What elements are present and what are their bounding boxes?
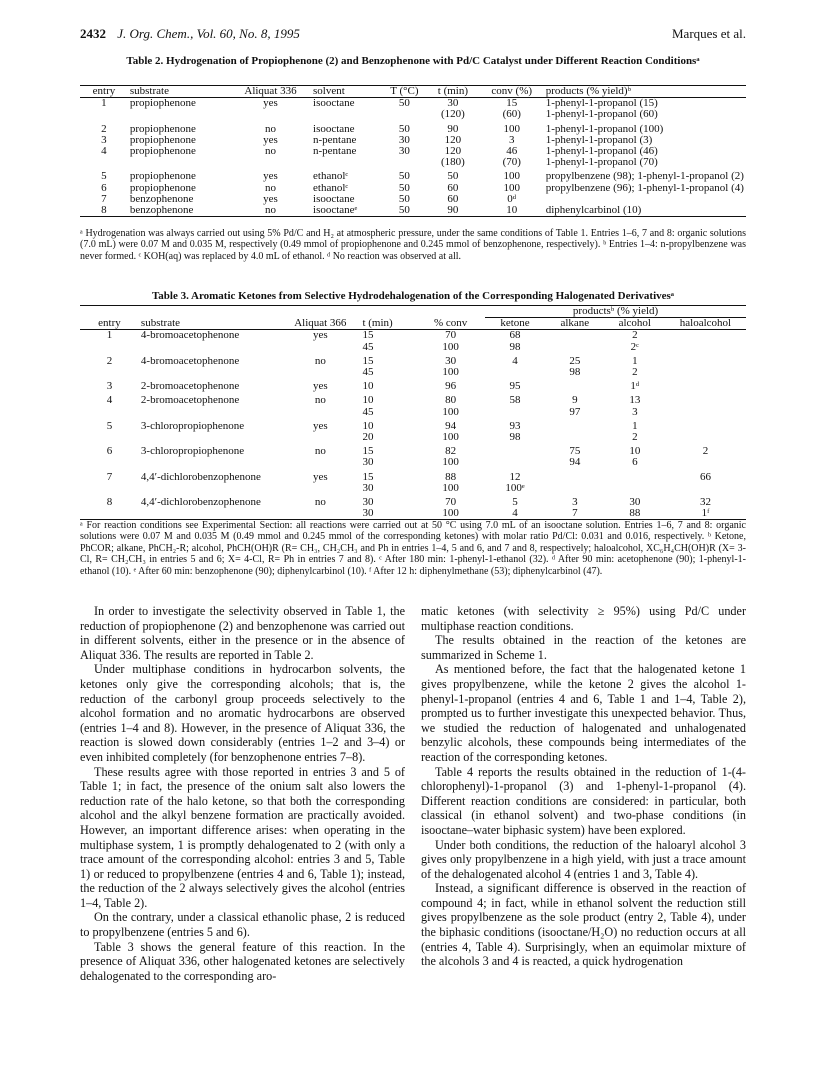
table-cell (230, 109, 311, 120)
table-cell: 2 (702, 445, 709, 458)
table-cell (139, 407, 280, 418)
table2 (80, 85, 746, 217)
table-row (80, 421, 746, 432)
table-cell (230, 157, 311, 168)
table-cell: 7 (106, 470, 113, 483)
table-cell: 7 (572, 507, 578, 520)
table3-caption: Table 3. Aromatic Ketones from Selective Hydrodehalogenation of the Corresponding Halogenated Derivativesᵃ (151, 290, 674, 302)
table-cell (665, 395, 746, 406)
table-cell (128, 157, 230, 168)
paragraph: The results obtained in the reaction of the ketones are summarized in Scheme 1. (421, 633, 746, 662)
table-cell: 1-phenyl-1-propanol (3) (545, 133, 653, 146)
table-cell: 4,4′-dichlorobenzophenone (140, 496, 261, 509)
table-cell: 4 (512, 507, 518, 520)
table-cell: yes (263, 192, 278, 205)
table-cell: 5 (512, 496, 518, 509)
table-cell (665, 457, 746, 468)
table-cell: 3-chloropropiophenone (140, 419, 245, 432)
table-cell: 100 (442, 366, 459, 379)
table-cell: propiophenone (129, 122, 196, 135)
table-cell: yes (263, 170, 278, 183)
table-cell: 2 (632, 366, 638, 379)
table-cell (80, 432, 139, 443)
table-cell: 6 (632, 456, 638, 469)
table-cell: 100 (442, 481, 459, 494)
table-cell: 70 (445, 329, 457, 342)
table-cell: 90 (447, 204, 459, 217)
table-cell: 4 (106, 394, 113, 407)
table-cell: 1-phenyl-1-propanol (46) (545, 145, 658, 158)
table-cell (139, 367, 280, 378)
table-cell (80, 157, 128, 168)
table-cell: 3 (101, 133, 107, 146)
table-cell: 50 (398, 97, 410, 110)
table-row (80, 205, 746, 217)
table-cell: no (265, 204, 276, 217)
table-cell: 100 (442, 431, 459, 444)
table-cell: 100 (503, 181, 520, 194)
table-cell (80, 483, 139, 494)
table-cell: 46 (506, 145, 518, 158)
table-cell: 0ᵈ (507, 192, 517, 205)
table-cell (665, 432, 746, 443)
table-cell: 88 (445, 470, 457, 483)
table-cell: 100ᵉ (505, 481, 525, 494)
table-row (80, 381, 746, 392)
table-cell: 12 (509, 470, 521, 483)
table-cell (545, 342, 605, 353)
table-cell: propylbenzene (98); 1-phenyl-1-propanol (2) (545, 170, 744, 183)
table2-column-header: products (% yield)ᵇ (545, 85, 631, 97)
table-cell (139, 432, 280, 443)
table-row (80, 356, 746, 367)
table-cell (665, 483, 746, 494)
table2-footnote: ᵃ Hydrogenation was always carried out using 5% Pd/C and H₂ at atmospheric pressure, under the same conditions of Table 1. Entries 1–6, 7 and 8: organic solutions (7.0 mL) were 0.07 M and 0.035 M, respectively (0.49 mmol of propiophenone and 0.245 mmol of benzophenone, respectively). ᵇ Entries 1–4: n-propylbenzene was never formed. ᶜ KOH(aq) was replaced by 4.0 mL of ethanol. ᵈ No reaction was observed at all. (80, 228, 746, 262)
table-cell: no (314, 496, 326, 509)
table-cell: yes (263, 97, 278, 110)
table-cell: propylbenzene (96); 1-phenyl-1-propanol (4) (545, 181, 744, 194)
table-cell: 1 (632, 419, 638, 432)
table-row (80, 367, 746, 378)
table-cell: 2-bromoacetophenone (140, 380, 240, 393)
table-cell: 60 (447, 181, 459, 194)
table-cell: 5 (106, 419, 113, 432)
table-cell: 30 (447, 97, 459, 110)
table-cell: 88 (629, 507, 641, 520)
table2-column-header: t (min) (437, 85, 469, 97)
table2-column-header: solvent (313, 85, 345, 97)
table-cell: 30 (398, 133, 410, 146)
table-cell: 15 (362, 470, 374, 483)
paragraph: In order to investigate the selectivity observed in Table 1, the reduction of propiophenone (2) and benzophenone was carried out in different solvents, either in the presence or in the absence of Aliquat 336. The results are reported in Table 2. (80, 604, 405, 662)
table-cell: 3 (106, 380, 113, 393)
table-cell: no (314, 445, 326, 458)
table-cell: 70 (445, 496, 457, 509)
table-cell: 3 (572, 496, 578, 509)
table-cell: 2 (106, 354, 113, 367)
table-cell: 94 (569, 456, 581, 469)
table-cell: 15 (362, 354, 374, 367)
table-cell: 13 (629, 394, 641, 407)
table-cell: 25 (569, 354, 581, 367)
running-header (80, 26, 746, 44)
table3-products-header: productsᵇ (% yield) (485, 306, 746, 318)
paragraph: Table 3 shows the general feature of this reaction. In the presence of Aliquat 336, other halogenated ketones are selectively dehalogenated to the corresponding aro- (80, 939, 405, 983)
table-row (80, 157, 746, 168)
table-cell (80, 457, 139, 468)
table-row (80, 432, 746, 443)
table3-column-header: haloalcohol (679, 317, 732, 330)
table-row (80, 342, 746, 353)
table2-column-header: substrate (129, 85, 169, 97)
table-cell: isooctane (313, 192, 355, 205)
table-row (80, 457, 746, 468)
table-row (80, 446, 746, 457)
table-cell: 96 (445, 380, 457, 393)
table3 (80, 305, 746, 520)
table-cell (311, 157, 383, 168)
table-cell: isooctane (313, 122, 355, 135)
table-cell (280, 407, 360, 418)
table-row (80, 109, 746, 120)
table-cell: 93 (509, 419, 521, 432)
table-cell (665, 367, 746, 378)
table-cell (280, 367, 360, 378)
table-cell: 50 (398, 170, 410, 183)
table-cell (139, 342, 280, 353)
table-cell: 4 (512, 354, 518, 367)
table-cell: (120) (441, 108, 465, 121)
table-cell: propiophenone (129, 181, 196, 194)
paragraph: Instead, a significant difference is observed in the reaction of compound 4; in fact, while in ethanol solvent the reduction still gives propylbenzene as the sole product (entry 2, Table 4), under the biphasic conditions (isooctane/H₂O) no reduction occurs at all (entries 4, Table 4). Surprisingly, when an equimolar mixture of the alcohols 3 and 4 is reacted, a quick hydrogenation (421, 881, 746, 969)
table-cell: 3 (632, 405, 638, 418)
body-column-right (421, 604, 746, 969)
table-cell: 50 (447, 170, 459, 183)
table-cell: 3-chloropropiophenone (140, 445, 245, 458)
table-cell: 80 (445, 394, 457, 407)
table2-column-header: entry (92, 85, 116, 97)
table-cell: 1ᵈ (630, 380, 640, 393)
table2-column-header: Aliquat 336 (244, 85, 297, 97)
table-cell (545, 330, 605, 342)
table-cell: 1 (101, 97, 107, 110)
table-cell (280, 483, 360, 494)
table-cell: 1-phenyl-1-propanol (70) (545, 156, 658, 169)
table-cell: 30 (362, 456, 374, 469)
table-cell: no (314, 354, 326, 367)
paragraph: On the contrary, under a classical ethanolic phase, 2 is reduced to propylbenzene (entries 5 and 6). (80, 910, 405, 940)
table-cell: isooctaneᵉ (313, 204, 358, 217)
table-cell: 1-phenyl-1-propanol (60) (545, 108, 658, 121)
table-cell: 94 (445, 419, 457, 432)
table-cell: 15 (362, 445, 374, 458)
table-cell (80, 109, 128, 120)
table-cell: ethanolᶜ (313, 170, 349, 183)
table-cell: ethanolᶜ (313, 181, 349, 194)
table-cell: 30 (629, 496, 641, 509)
table-cell: 100 (442, 405, 459, 418)
table-cell: 82 (445, 445, 457, 458)
table-cell (280, 457, 360, 468)
table-cell: 1-phenyl-1-propanol (100) (545, 122, 664, 135)
table-cell (605, 483, 665, 494)
table-cell: 9 (572, 394, 578, 407)
table-cell: 45 (362, 366, 374, 379)
table-cell: 50 (398, 181, 410, 194)
table-cell: 2 (101, 122, 107, 135)
table-cell: 2 (632, 431, 638, 444)
table-cell (665, 381, 746, 392)
table-cell (665, 407, 746, 418)
table-cell (139, 483, 280, 494)
table-cell: isooctane (313, 97, 355, 110)
table-cell (665, 330, 746, 342)
table-cell: propiophenone (129, 145, 196, 158)
body-column-left (80, 604, 405, 983)
table-row (80, 171, 746, 182)
table3-column-header: ketone (500, 317, 530, 330)
table-cell (485, 457, 545, 468)
table-cell: 4-bromoacetophenone (140, 354, 240, 367)
table-cell: 30 (362, 507, 374, 520)
table-cell: propiophenone (129, 97, 196, 110)
table-cell: 98 (509, 431, 521, 444)
table-cell: no (314, 394, 326, 407)
table-cell: 30 (398, 145, 410, 158)
table-cell: n-pentane (313, 133, 357, 146)
table-cell: 50 (398, 192, 410, 205)
table-cell: 7 (101, 192, 107, 205)
table-cell: 95 (509, 380, 521, 393)
table-cell (311, 109, 383, 120)
table-cell (80, 508, 139, 520)
table-cell (383, 109, 426, 120)
table-cell: n-pentane (313, 145, 357, 158)
table-cell (80, 407, 139, 418)
table-cell: 58 (509, 394, 521, 407)
table-cell: 30 (445, 354, 457, 367)
table-cell: 66 (699, 470, 711, 483)
table-cell (665, 342, 746, 353)
table-cell: propiophenone (129, 133, 196, 146)
table-row (80, 330, 746, 342)
table-cell: 100 (503, 122, 520, 135)
table-cell: 5 (101, 170, 107, 183)
table-cell: 75 (569, 445, 581, 458)
table-cell (280, 342, 360, 353)
table-cell: 15 (506, 97, 518, 110)
table-cell (139, 457, 280, 468)
table-cell: (180) (441, 156, 465, 169)
table3-column-header: substrate (140, 316, 181, 329)
table3-column-header: % conv (433, 316, 468, 329)
table-cell: yes (312, 380, 328, 393)
table-cell: no (265, 145, 276, 158)
table3-column-header: alkane (560, 317, 590, 330)
table-row (80, 483, 746, 494)
table-cell: 100 (442, 507, 459, 520)
table-cell: 98 (569, 366, 581, 379)
table-cell: 8 (106, 496, 113, 509)
table-row (80, 497, 746, 508)
table-row (80, 395, 746, 406)
table-cell: 100 (442, 456, 459, 469)
table-row (80, 472, 746, 483)
table-cell: 120 (444, 133, 462, 146)
table-cell: yes (312, 419, 328, 432)
table-cell (605, 472, 665, 483)
table-cell (280, 508, 360, 520)
table2-column-header: T (°C) (390, 85, 419, 97)
table-cell: 30 (362, 481, 374, 494)
table-cell: 1 (632, 354, 638, 367)
table-cell: 68 (509, 329, 521, 342)
table3-column-header: alcohol (618, 317, 651, 330)
table-cell (280, 432, 360, 443)
table-cell: 32 (699, 496, 711, 509)
table-cell: 15 (362, 329, 374, 342)
table-cell: 45 (362, 405, 374, 418)
table-cell (80, 342, 139, 353)
table-cell: 30 (362, 496, 374, 509)
table-cell: 2-bromoacetophenone (140, 394, 240, 407)
table-cell: 45 (362, 340, 374, 353)
table-cell: 8 (101, 204, 107, 217)
table3-column-header: Aliquat 366 (294, 316, 347, 329)
table-cell: 10 (629, 445, 641, 458)
table-cell: benzophenone (129, 204, 194, 217)
table-cell: 20 (362, 431, 374, 444)
table-cell (128, 109, 230, 120)
table-cell: 10 (506, 204, 518, 217)
table-cell (80, 367, 139, 378)
table-cell: 98 (509, 340, 521, 353)
table-cell: 50 (398, 122, 410, 135)
table-cell: diphenylcarbinol (10) (545, 204, 642, 217)
table-cell: 10 (362, 419, 374, 432)
table-cell: (60) (502, 108, 521, 121)
table-cell: 6 (106, 445, 113, 458)
table-cell: 1-phenyl-1-propanol (15) (545, 97, 658, 110)
paragraph: These results agree with those reported in entries 3 and 5 of Table 1; in fact, the presence of the onium salt also lowers the reduction rate of the halo ketone, so that both the corresponding alcohol and the alkyl benzene formation are practically avoided. However, an important difference arises: when operating in the multiphase system, 1 is promptly dehalogenated to 2 (with only a trace amount of the corresponding alcohol: entries 3 and 5, Table 1) or reduced to propylbenzene (entries 4 and 6, Table 1); instead, the reduction of the 2 always selectively gives the alcohol (entries 1–4, Table 2). (80, 764, 405, 910)
table-cell: 1 (106, 329, 113, 342)
paragraph: matic ketones (with selectivity ≥ 95%) using Pd/C under multiphase reaction conditions. (421, 604, 746, 633)
journal-citation: J. Org. Chem., Vol. 60, No. 8, 1995 (117, 26, 300, 41)
table-cell: 60 (447, 192, 459, 205)
table-cell: 90 (447, 122, 459, 135)
table-cell: yes (312, 470, 328, 483)
paragraph: Under both conditions, the reduction of the haloaryl alcohol 3 gives only propylbenzene in a high yield, with just a trace amount of the dehalogenated alcohol 4 (entries 1 and 3, Table 4). (421, 837, 746, 881)
table-cell: 97 (569, 405, 581, 418)
table-cell: 4,4′-dichlorobenzophenone (140, 470, 261, 483)
table-cell (485, 367, 545, 378)
table-cell (665, 356, 746, 367)
table-cell (545, 381, 605, 392)
table-cell: 50 (398, 204, 410, 217)
table-cell: 2ᶜ (630, 340, 639, 353)
table3-column-header: t (min) (362, 316, 393, 329)
table-cell: 6 (101, 181, 107, 194)
table-cell (665, 421, 746, 432)
table-cell: 10 (362, 394, 374, 407)
running-author: Marques et al. (671, 26, 746, 41)
table-cell (485, 407, 545, 418)
table-cell: yes (263, 133, 278, 146)
table-cell: 100 (503, 170, 520, 183)
paragraph: Table 4 reports the results obtained in the reduction of 1-(4-chlorophenyl)-1-propanol (3) and 1-phenyl-1-propanol (4). Different reaction conditions are considered: in particular, both classical (in ethanol solvent) and two-phase conditions (in isooctane–water biphasic system) have been explored. (421, 764, 746, 837)
table-cell (545, 483, 605, 494)
table2-caption: Table 2. Hydrogenation of Propiophenone (2) and Benzophenone with Pd/C Catalyst under Different Reaction Conditionsᵃ (126, 55, 700, 67)
table-cell: propiophenone (129, 170, 196, 183)
table-cell: 1ᶠ (701, 507, 710, 520)
table-cell: 2 (632, 329, 638, 342)
table-row (80, 508, 746, 520)
table3-column-header: entry (98, 316, 121, 329)
table-cell (485, 446, 545, 457)
table-cell: 4-bromoacetophenone (140, 329, 240, 342)
table-cell (383, 157, 426, 168)
table-cell (545, 421, 605, 432)
table-cell (139, 508, 280, 520)
table-cell: no (265, 181, 276, 194)
table-cell: yes (312, 329, 328, 342)
table-cell: benzophenone (129, 192, 194, 205)
table-cell (545, 472, 605, 483)
table-cell: 120 (444, 145, 462, 158)
table-cell: no (265, 122, 276, 135)
table-row (80, 407, 746, 418)
paragraph: As mentioned before, the fact that the halogenated ketone 1 gives propylbenzene, while the ketone 2 gives the alcohol 1-phenyl-1-propanol (entries 4 and 6, Table 1 and 1–4, Table 2), prompted us to further investigate this unexpected behavior. Thus, we studied the reduction of halogenated and unhalogenated benzylic alcohols, these compounds being intermediates of the reaction of the corresponding ketones. (421, 662, 746, 764)
page-number: 2432 (80, 26, 106, 41)
table-cell: 10 (362, 380, 374, 393)
table-cell: 3 (508, 133, 515, 146)
table-cell: (70) (502, 156, 521, 169)
table-cell (545, 432, 605, 443)
table-cell: 4 (101, 145, 107, 158)
table2-column-header: conv (%) (491, 85, 533, 97)
table-cell: 100 (442, 340, 459, 353)
table3-footnote: ᵃ For reaction conditions see Experimental Section: all reactions were carried out at 50 °C using 7.0 mL of an isooctane solution. Entries 1–6, 7 and 8: organic solutions were 0.07 M and 0.035 M (0.49 mmol and 0.245 mmol of the corresponding ketones) with molar ratio Pd/Cl: 0.031 and 0.016, respectively. ᵇ Ketone, PhCOR; alkane, PhCH₂-R; alcohol, PhCH(OH)R (R= CH₃, CH₂CH₃ and Ph in entries 1–4, 5 and 6, and 7 and 8, respectively; haloalcohol, XC₆H₄CH(OH)R (X= 3-Cl, R= CH₂CH₃ in entries 5 and 6; X= 4-Cl, R= Ph in entries 7 and 8). ᶜ After 180 min: 1-phenyl-1-ethanol (32). ᵈ After 90 min: acetophenone (90); 1-phenyl-1-ethanol (10). ᵉ After 60 min: benzophenone (90); diphenylcarbinol (10). ᶠ After 12 h: diphenylmethane (53); diphenylcarbinol (47). (80, 520, 746, 577)
paragraph: Under multiphase conditions in hydrocarbon solvents, the ketones only give the corresponding alcohols; that is, the reduction of the carbonyl group proceeds selectively to the alcohol formation and no aromatic hydrocarbons are observed (entries 1–4 and 8). However, in the presence of Aliquat 336, the reaction is slowed down considerably (entries 1–2 and 3–4) or even inhibited completely (for benzophenone entries 7–8). (80, 662, 405, 764)
